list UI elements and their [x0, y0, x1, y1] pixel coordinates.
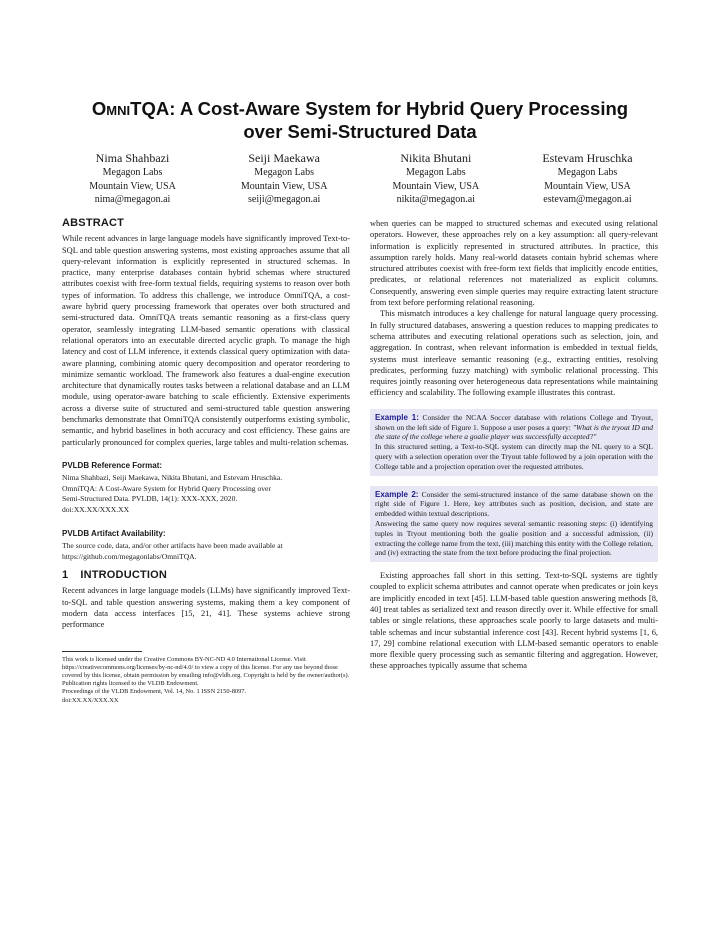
- abstract-text: While recent advances in large language models have significantly improved Text-to-SQL and table question answering systems, most existing approaches assume that all query-relevant information is explicitly represented in structured schemas. In practice, many enterprise databases contain hybrid schemas where structured attributes coexist with free-form textual fields, requiring systems to reason over both types of information. To address this challenge, we introduce OmniTQA, a cost-aware hybrid query processing framework that operates over both structured and semi-structured data. OmniTQA treats semantic reasoning as a first-class query operator, seamlessly integrating LLM-based semantic operations with classical relational operators into an executable directed acyclic graph. To manage the high latency and cost of LLM inference, it extends classical query optimization with data-aware planning, combining atomic query decomposition and operator reordering to minimize semantic workload. The framework also features a dual-engine execution architecture that dynamically routes tasks between a relational database and an LLM module, using operator-aware batching to scale efficiently. Extensive experiments across a diverse suite of structured and semi-structured table question answering benchmarks demonstrate that OmniTQA consistently outperforms existing symbolic, semantic, and hybrid baselines in both accuracy and cost efficiency. These gains are particularly pronounced for complex queries, large tables and multi-relation schemas.: [62, 234, 350, 447]
- example-1-box: [370, 409, 658, 476]
- example-label: Example 1:: [375, 412, 419, 422]
- intro-text: Recent advances in large language models (LLMs) have significantly improved Text-to-SQL and table question answering systems, making them a key component of modern data access interfaces [15, 21, 41]. These systems achieve strong performance: [62, 586, 350, 630]
- author-org: Megagon Labs: [557, 167, 618, 178]
- footnote-doi: doi:XX.XX/XXX.XX: [62, 696, 119, 704]
- reference-heading: PVLDB Reference Format:: [62, 460, 163, 470]
- footnote-license: This work is licensed under the Creative Commons BY-NC-ND 4.0 International License. Visit https://creativecommons.org/licenses/by-nc-nd/4.0/ to view a copy of this license. For any use beyond those covered by this license, obtain permission by emailing info@vldb.org. Copyright is held by the owner/author(s). Publication rights licensed to the VLDB Endowment.: [62, 655, 350, 688]
- author-location: Mountain View, USA: [392, 180, 480, 192]
- author-4: [515, 150, 660, 207]
- author-name: Nikita Bhutani: [400, 151, 472, 165]
- author-location: Mountain View, USA: [89, 180, 176, 192]
- author-org: Megagon Labs: [405, 167, 466, 178]
- author-email: nima@megagon.ai: [94, 194, 171, 205]
- example-label: Example 2:: [375, 489, 419, 499]
- title-line-2: over Semi-Structured Data: [243, 121, 477, 142]
- license-footnote: [62, 656, 350, 705]
- example-2-text: [375, 490, 653, 519]
- example-2-explanation: Answering the same query now requires several semantic reasoning steps: (i) identifying tuples in Tryout mentioning both the goalie position and a successful admission, (ii) extracting the college name from the text, (iii) matching this entity with the College relation, and (iv) extracting the state from the text before producing the final projection.: [375, 518, 653, 558]
- author-org: Megagon Labs: [254, 167, 315, 178]
- reference-line: Nima Shahbazi, Seiji Maekawa, Nikita Bhutani, and Estevam Hruschka.: [62, 473, 283, 483]
- intro-paragraph: Existing approaches fall short in this setting. Text-to-SQL systems are tightly coupled to explicit schema attributes and cannot operate when predicates or join keys are implicitly encoded in text [45]. LLM-based table question answering methods [8, 40] treat tables as serialized text and reason directly over it. While effective for small tables or single relations, these approaches scale poorly to large datasets and multi-table schemas and incur substantial inference cost [43]. Recent hybrid systems [1, 6, 17, 29] combine relational execution with LLM-based semantic operators to enable more flexible query processing such as semantic filtering and aggregation. However, these approaches typically assume that schema: [370, 571, 658, 671]
- title-brand: OmniTQA: [91, 98, 170, 119]
- author-name: Estevam Hruschka: [542, 151, 633, 165]
- author-1: [60, 150, 205, 207]
- author-email: estevam@megagon.ai: [543, 194, 632, 205]
- paper-title: [40, 97, 680, 143]
- reference-doi: doi:XX.XX/XXX.XX: [62, 505, 130, 515]
- artifact-text: The source code, data, and/or other artifacts have been made available at https://github.com/megagonlabs/OmniTQA.: [62, 540, 283, 561]
- author-name: Nima Shahbazi: [95, 151, 170, 165]
- author-org: Megagon Labs: [102, 167, 163, 178]
- author-email: seiji@megagon.ai: [248, 194, 321, 205]
- reference-line: Semi-Structured Data. PVLDB, 14(1): XXX-XXX, 2020.: [62, 494, 238, 504]
- abstract-heading: ABSTRACT: [62, 217, 125, 229]
- example-2-box: [370, 486, 658, 563]
- author-email: nikita@megagon.ai: [396, 194, 475, 205]
- intro-paragraph: This mismatch introduces a key challenge for natural language query processing. In fully structured databases, answering a question reduces to mapping predicates to schema attributes and executing relational operations such as selection, join, and aggregation. In contrast, when relevant information is embedded in textual fields, systems must interleave semantic reasoning (e.g., extracting entities, resolving predicates, performing fuzzy matching) with symbolic relational processing. This requires jointly reasoning over heterogeneous data representations while maintaining efficiency and scalability. The following example illustrates this contrast.: [370, 309, 658, 398]
- reference-line: OmniTQA: A Cost-Aware System for Hybrid Query Processing over: [62, 483, 271, 493]
- example-body: Consider the NCAA Soccer database with relations College and Tryout, shown on the left side of Figure 1. Suppose a user poses a query:: [375, 412, 653, 432]
- intro-heading: [62, 570, 350, 581]
- footnote-divider: [62, 651, 142, 652]
- author-3: [363, 150, 508, 207]
- example-1-explanation: In this structured setting, a Text-to-SQL system can directly map the NL query to a SQL query with a selection operation over the Tryout table followed by a join operation with the College table and a projection operation over the requested attributes.: [375, 442, 653, 471]
- left-column: [62, 218, 350, 705]
- footnote-proceedings: Proceedings of the VLDB Endowment, Vol. 14, No. 1 ISSN 2150-8097.: [62, 688, 247, 696]
- section-title: INTRODUCTION: [80, 569, 168, 582]
- author-location: Mountain View, USA: [544, 180, 631, 192]
- author-2: [212, 150, 357, 207]
- author-location: Mountain View, USA: [240, 180, 328, 192]
- artifact-heading: PVLDB Artifact Availability:: [62, 528, 166, 538]
- right-column: [370, 218, 658, 672]
- example-1-text: [375, 413, 653, 442]
- example-body: Consider the semi-structured instance of the same database shown on the right side of Figure 1. Here, key attributes such as position, decision, and state are embedded within textual descriptions.: [375, 489, 653, 519]
- author-block: [60, 150, 660, 207]
- title-line-1: : A Cost-Aware System for Hybrid Query Processing: [169, 98, 629, 119]
- author-name: Seiji Maekawa: [248, 151, 320, 165]
- section-number: 1: [62, 569, 69, 582]
- intro-paragraph: when queries can be mapped to structured schemas and executed using relational operators. However, these approaches rely on a key assumption: all query-relevant information is explicitly represented in structured attributes. In practice, this assumption rarely holds. Many real-world datasets contain hybrid schemas where structured attributes coexist with free-form text fields that implicitly encode entities, predicates, or relational references not materialized as explicit columns. Consequently, answering even simple queries may require extracting latent structure from text before performing relational reasoning.: [370, 219, 658, 308]
- example-query: "What is the tryout ID and the state of the college where a goalie player was successfully accepted?": [375, 422, 653, 442]
- reference-text: [62, 473, 350, 515]
